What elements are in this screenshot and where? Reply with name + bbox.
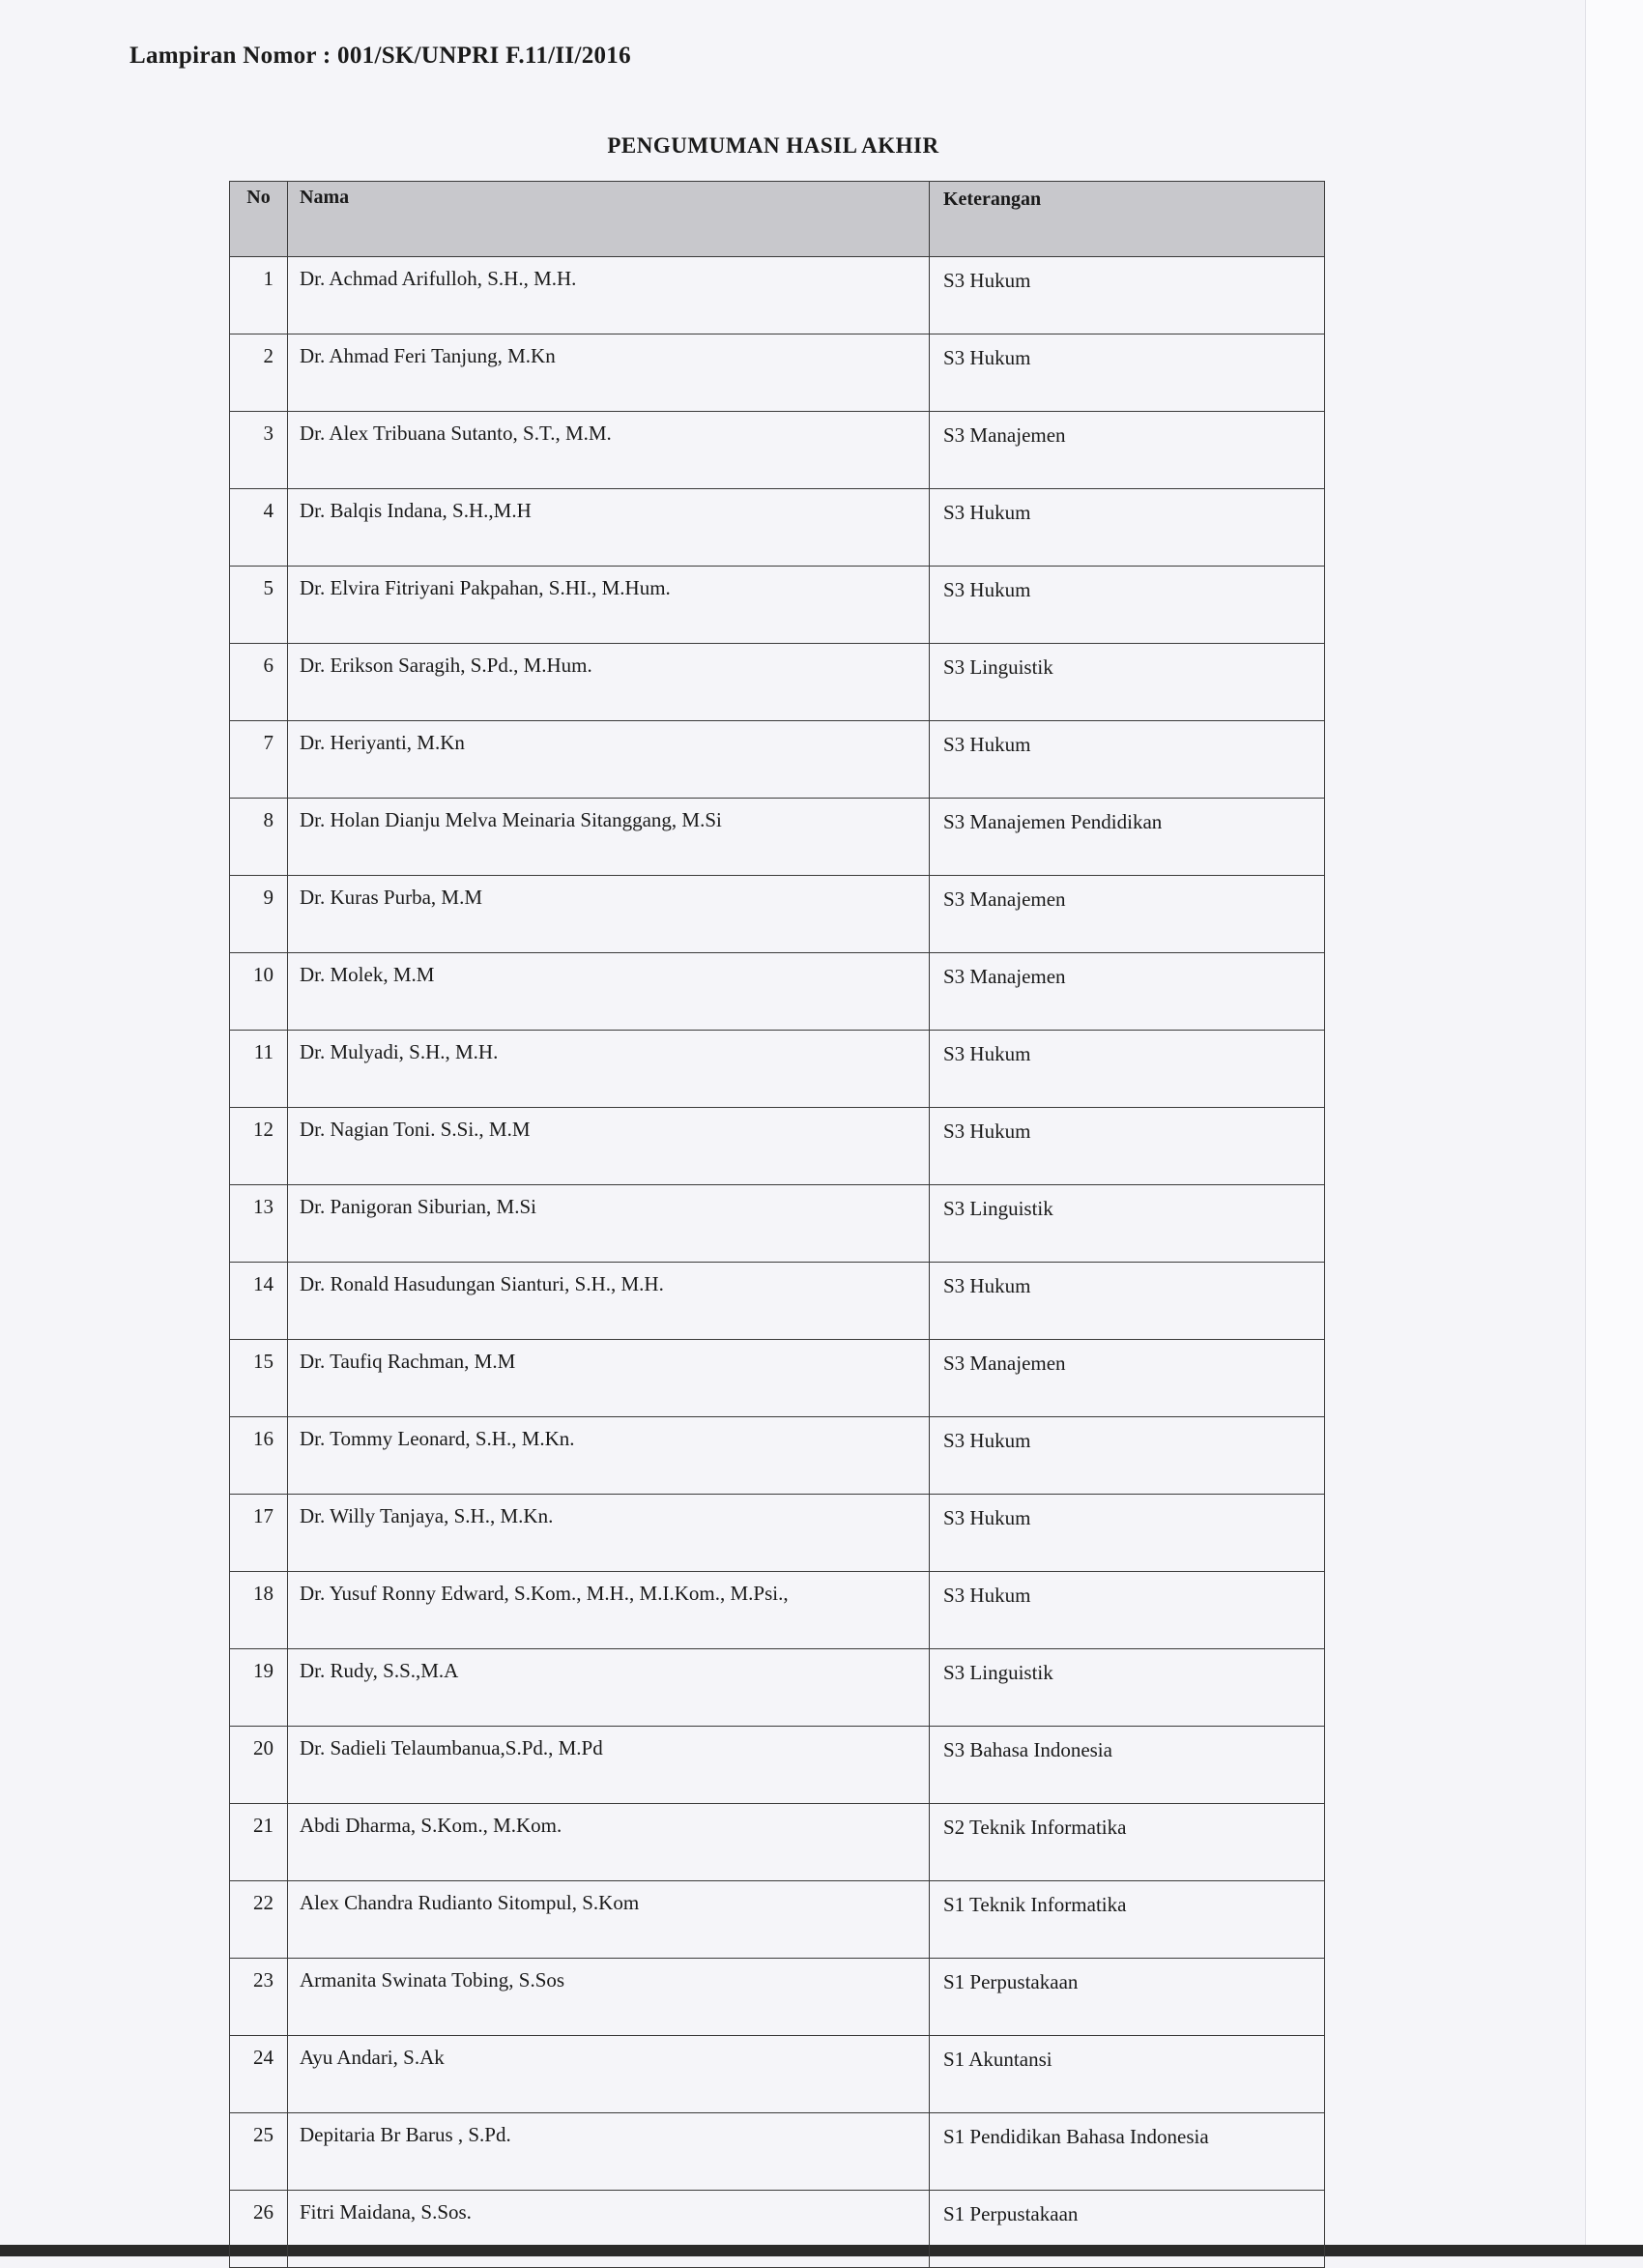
row-keterangan: S3 Hukum <box>930 1417 1325 1495</box>
table-header-row <box>230 182 1325 257</box>
row-number: 26 <box>230 2191 288 2268</box>
row-nama: Dr. Willy Tanjaya, S.H., M.Kn. <box>288 1495 930 1572</box>
row-nama: Dr. Nagian Toni. S.Si., M.M <box>288 1108 930 1185</box>
column-header-nama: Nama <box>288 182 930 257</box>
row-keterangan: S3 Hukum <box>930 1572 1325 1649</box>
table-row <box>230 489 1325 567</box>
row-nama: Dr. Tommy Leonard, S.H., M.Kn. <box>288 1417 930 1495</box>
row-nama: Dr. Erikson Saragih, S.Pd., M.Hum. <box>288 644 930 721</box>
row-nama: Dr. Heriyanti, M.Kn <box>288 721 930 799</box>
row-keterangan: S3 Hukum <box>930 721 1325 799</box>
row-keterangan: S3 Manajemen Pendidikan <box>930 799 1325 876</box>
row-number: 13 <box>230 1185 288 1263</box>
row-number: 15 <box>230 1340 288 1417</box>
table-row <box>230 2113 1325 2191</box>
table-row <box>230 1727 1325 1804</box>
row-number: 25 <box>230 2113 288 2191</box>
row-number: 6 <box>230 644 288 721</box>
row-number: 2 <box>230 334 288 412</box>
row-keterangan: S3 Hukum <box>930 1031 1325 1108</box>
row-keterangan: S1 Akuntansi <box>930 2036 1325 2113</box>
table-row <box>230 876 1325 953</box>
row-number: 24 <box>230 2036 288 2113</box>
table-row <box>230 1108 1325 1185</box>
row-nama: Dr. Balqis Indana, S.H.,M.H <box>288 489 930 567</box>
row-nama: Dr. Sadieli Telaumbanua,S.Pd., M.Pd <box>288 1727 930 1804</box>
row-keterangan: S3 Hukum <box>930 1263 1325 1340</box>
row-number: 8 <box>230 799 288 876</box>
table-row <box>230 334 1325 412</box>
table-row <box>230 721 1325 799</box>
row-keterangan: S3 Hukum <box>930 1108 1325 1185</box>
row-nama: Fitri Maidana, S.Sos. <box>288 2191 930 2268</box>
row-nama: Dr. Ahmad Feri Tanjung, M.Kn <box>288 334 930 412</box>
row-number: 4 <box>230 489 288 567</box>
table-row <box>230 1263 1325 1340</box>
row-nama: Dr. Holan Dianju Melva Meinaria Sitanggang, M.Si <box>288 799 930 876</box>
row-number: 21 <box>230 1804 288 1881</box>
row-nama: Armanita Swinata Tobing, S.Sos <box>288 1959 930 2036</box>
table-row <box>230 1495 1325 1572</box>
lampiran-number: Lampiran Nomor : 001/SK/UNPRI F.11/II/2016 <box>130 43 631 69</box>
row-keterangan: S3 Linguistik <box>930 1185 1325 1263</box>
row-keterangan: S3 Hukum <box>930 334 1325 412</box>
table-row <box>230 1185 1325 1263</box>
row-keterangan: S3 Linguistik <box>930 644 1325 721</box>
table-row <box>230 1340 1325 1417</box>
table-body <box>230 257 1325 2268</box>
row-nama: Ayu Andari, S.Ak <box>288 2036 930 2113</box>
row-nama: Dr. Yusuf Ronny Edward, S.Kom., M.H., M.I.Kom., M.Psi., <box>288 1572 930 1649</box>
row-nama: Dr. Molek, M.M <box>288 953 930 1031</box>
row-nama: Dr. Ronald Hasudungan Sianturi, S.H., M.H. <box>288 1263 930 1340</box>
table-row <box>230 1804 1325 1881</box>
row-number: 11 <box>230 1031 288 1108</box>
row-number: 23 <box>230 1959 288 2036</box>
row-keterangan: S1 Pendidikan Bahasa Indonesia <box>930 2113 1325 2191</box>
row-number: 17 <box>230 1495 288 1572</box>
row-keterangan: S3 Hukum <box>930 567 1325 644</box>
row-keterangan: S3 Manajemen <box>930 412 1325 489</box>
column-header-no: No <box>230 182 288 257</box>
row-number: 1 <box>230 257 288 334</box>
row-nama: Dr. Panigoran Siburian, M.Si <box>288 1185 930 1263</box>
row-nama: Dr. Achmad Arifulloh, S.H., M.H. <box>288 257 930 334</box>
row-nama: Dr. Kuras Purba, M.M <box>288 876 930 953</box>
row-number: 19 <box>230 1649 288 1727</box>
row-number: 14 <box>230 1263 288 1340</box>
row-keterangan: S1 Perpustakaan <box>930 1959 1325 2036</box>
table-row <box>230 799 1325 876</box>
table-row <box>230 2036 1325 2113</box>
row-keterangan: S3 Hukum <box>930 1495 1325 1572</box>
row-nama: Dr. Rudy, S.S.,M.A <box>288 1649 930 1727</box>
row-keterangan: S3 Manajemen <box>930 953 1325 1031</box>
row-keterangan: S1 Teknik Informatika <box>930 1881 1325 1959</box>
row-number: 22 <box>230 1881 288 1959</box>
table-row <box>230 1572 1325 1649</box>
row-keterangan: S3 Hukum <box>930 257 1325 334</box>
row-number: 20 <box>230 1727 288 1804</box>
row-number: 16 <box>230 1417 288 1495</box>
row-number: 10 <box>230 953 288 1031</box>
row-number: 3 <box>230 412 288 489</box>
table-row <box>230 567 1325 644</box>
row-nama: Dr. Taufiq Rachman, M.M <box>288 1340 930 1417</box>
row-nama: Abdi Dharma, S.Kom., M.Kom. <box>288 1804 930 1881</box>
column-header-keterangan: Keterangan <box>930 182 1325 257</box>
row-keterangan: S3 Manajemen <box>930 876 1325 953</box>
row-number: 5 <box>230 567 288 644</box>
row-keterangan: S2 Teknik Informatika <box>930 1804 1325 1881</box>
table-row <box>230 953 1325 1031</box>
row-keterangan: S3 Bahasa Indonesia <box>930 1727 1325 1804</box>
row-number: 18 <box>230 1572 288 1649</box>
table-row <box>230 257 1325 334</box>
row-nama: Alex Chandra Rudianto Sitompul, S.Kom <box>288 1881 930 1959</box>
results-table <box>229 181 1325 2268</box>
row-keterangan: S3 Hukum <box>930 489 1325 567</box>
row-keterangan: S1 Perpustakaan <box>930 2191 1325 2268</box>
row-nama: Dr. Elvira Fitriyani Pakpahan, S.HI., M.Hum. <box>288 567 930 644</box>
row-keterangan: S3 Linguistik <box>930 1649 1325 1727</box>
table-row <box>230 1417 1325 1495</box>
table-row <box>230 412 1325 489</box>
table-row <box>230 1881 1325 1959</box>
table-row <box>230 1649 1325 1727</box>
row-nama: Dr. Mulyadi, S.H., M.H. <box>288 1031 930 1108</box>
row-number: 9 <box>230 876 288 953</box>
row-number: 12 <box>230 1108 288 1185</box>
table-row <box>230 1959 1325 2036</box>
row-number: 7 <box>230 721 288 799</box>
table-row <box>230 644 1325 721</box>
row-nama: Depitaria Br Barus , S.Pd. <box>288 2113 930 2191</box>
page-title: PENGUMUMAN HASIL AKHIR <box>607 133 939 158</box>
table-row <box>230 1031 1325 1108</box>
page-edge-right <box>1585 0 1643 2256</box>
row-nama: Dr. Alex Tribuana Sutanto, S.T., M.M. <box>288 412 930 489</box>
row-keterangan: S3 Manajemen <box>930 1340 1325 1417</box>
